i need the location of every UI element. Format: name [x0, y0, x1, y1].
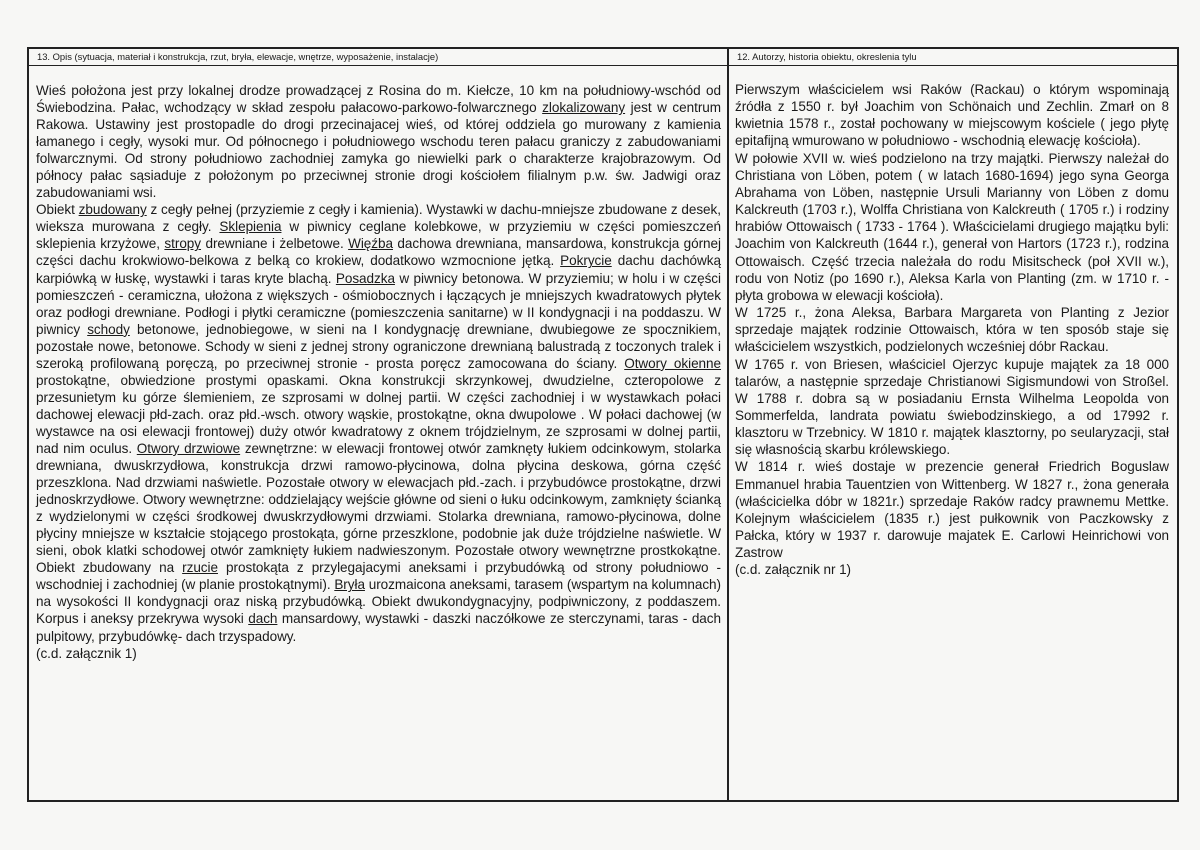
- description-header: 13. Opis (sytuacja, materiał i konstrukcja, rzut, bryła, elewacje, wnętrze, wyposażenie, instalacje): [29, 49, 727, 66]
- text-run: w piwnicy ceglane kolebkowe, w przyziemiu w części pomieszczeń sklepienia krzyżowe,: [36, 219, 722, 252]
- description-column: [29, 49, 729, 800]
- text-run: Obiekt: [36, 202, 79, 218]
- underlined-term: rzucie: [182, 560, 218, 576]
- text-run: mansardowy, wystawki - daszki naczółkowe ze sterczynami, taras - dach pulpitowy, przybudówkę- dach trzyspadowy.: [36, 611, 721, 644]
- underlined-term: schody: [87, 321, 130, 337]
- text-run: dachu dachówką karpiówką w łuskę, wystawki i taras kryte blachą.: [36, 253, 721, 286]
- location-paragraph: [36, 82, 721, 201]
- underlined-term: Sklepienia: [219, 219, 282, 235]
- underlined-term: Posadzka: [335, 270, 395, 286]
- history-column: [729, 49, 1177, 800]
- text-run: dachowa drewniana, mansardowa, konstrukcja górnej części dachu krokwiowo-belkowa z belką co krokiew, dodatkowo wzmocnione jętką.: [36, 236, 721, 269]
- underlined-term: stropy: [164, 236, 202, 252]
- text-run: Wieś położona jest przy lokalnej drodze prowadzącej z Rosina do m. Kiełcze, 10 km na południowy-wschód od Świebodzina. Pałac, wchodzący w skład zespołu pałacowo-parkowo-folwarcznego: [36, 83, 721, 116]
- history-paragraph: W 1725 r., żona Aleksa, Barbara Margareta von Planting z Jezior sprzedaje majątek rodzinie Ottowaisch, która w ten sposób staje się właścicielem wszystkich, podzielonych wcześniej dóbr Rackau.: [735, 305, 1169, 355]
- underlined-term: Więźba: [348, 236, 393, 252]
- text-run: drewniane i żelbetowe.: [201, 236, 349, 252]
- underlined-term: dach: [248, 611, 278, 627]
- history-header: 12. Autorzy, historia obiektu, okreslenia tylu: [729, 49, 1177, 66]
- underlined-term: zbudowany: [78, 202, 147, 218]
- history-paragraph: W połowie XVII w. wieś podzielono na trzy majątki. Pierwszy należał do Christiana von Löben, potem ( w latach 1680-1694) jego syna Georga Abrahama von Löben, następnie Ursuli Marianny von Löben z domu Kalckreuth (1703 r.), Wolffa Christiana von Kalckreuth ( 1705 r.) i rodziny hrabiów Ottowaisch ( 1733 - 1764 ). Właścicielami drugiego majątku byli: Joachim von Kalckreuth (1644 r.), generał von Hartors (1723 r.), rodzina Ottowaisch. Część trzecia należała do rodu Misitscheck (poł XVII w.), rodu von Notiz (po 1690 r.), Aleksa Karla von Planting (zm. w 1710 r. - płyta grobowa w elewacji kościoła).: [735, 150, 1169, 303]
- underlined-term: Pokrycie: [560, 253, 612, 269]
- description-body: [29, 66, 727, 662]
- text-run: w piwnicy betonowa. W przyziemiu; w holu i w części pomieszczeń - ceramiczna, ułożona z większych - ośmiobocznych i łączących je mniejszych kwadratowych płytek oraz podłogi drewniane. Podłogi i płytki ceramiczne (pomieszczenia sanitarne) w II kondygnacji i na poddaszu. W piwnicy: [36, 270, 721, 337]
- text-run: zewnętrzne: w elewacji frontowej otwór zamknęty łukiem odcinkowym, stolarka drewniana, dwuskrzydłowa, konstrukcja drzwi ramowo-płycinowa, dolna płycina deskowa, górna część przeszklona. Nad drzwiami naświetle. Pozostałe otwory w elewacjach płd.-zach. i przybudówce prostokątne, drzwi jednoskrzydłowe. Otwory wewnętrzne: oddzielający wejście główne od sieni o łuku odcinkowym, zamknięty ścianką z wydzielonymi w części środkowej dwuskrzydłowymi drzwiami. Stolarka drewniana, ramowo-płycinowa, dolne płyciny mniejsze w kształcie stojącego prostokąta, górne przeszklone, podobnie jak duże trójdzielne naświetle. W sieni, obok klatki schodowej otwór zamknięty łukiem nadwieszonym. Pozostałe otwory wewnętrzne prostkokątne. Obiekt zbudowany na: [36, 440, 722, 576]
- underlined-term: Otwory okienne: [624, 355, 722, 371]
- underlined-term: zlokalizowany: [542, 100, 626, 116]
- history-paragraph: W 1814 r. wieś dostaje w prezencie generał Friedrich Boguslaw Emmanuel hrabia Tauentzien von Wittenberg. W 1827 r., żona generała (właścicielka dóbr w 1821r.) sprzedaje Raków radcy prawnemu Mettke. Kolejnym właścicielem (1835 r.) jest pułkownik von Paczkowsky z Pałcka, który w 1937 r. darowuje majatek E. Carlowi Heinrichowi von Zastrow: [735, 459, 1169, 561]
- underlined-term: Bryła: [334, 577, 365, 593]
- history-body: [729, 66, 1177, 579]
- text-run: betonowe, jednobiegowe, w sieni na I kondygnację drewniane, dwubiegowe ze spocznikiem, pozostałe nowe, betonowe. Schody w sieni z jednej strony ograniczone drewnianą balustradą z toczonych tralek i szeroką profilowaną poręczą, po przeciwnej stronie - prosta poręcz zamocowana do ściany.: [36, 321, 721, 371]
- text-run: z cegły pełnej (przyziemie z cegły i kamienia). Wystawki w dachu-mniejsze zbudowane z desek, wieksza murowana z cegły.: [36, 202, 721, 235]
- text-run: urozmaicona aneksami, tarasem (wspartym na kolumnach) na wysokości II kondygnacji oraz niską przybudówką. Obiekt dwukondygnacyjny, podpiwniczony, z poddaszem. Korpus i aneksy przekrywa wysoki: [36, 577, 721, 627]
- history-paragraph: Pierwszym właścicielem wsi Raków (Rackau) o którym wspominają źródła z 1550 r. był Joachim von Schönaich und Zechlin. Zmarł on 8 kwietnia 1578 r., został pochowany w miejscowym kościele ( jego płytę epitafijną wmurowano w południowo - wschodnią elewację kościoła).: [735, 82, 1169, 149]
- construction-paragraph: [36, 201, 721, 644]
- text-run: jest w centrum Rakowa. Ustawiny jest prostopadle do drogi przecinajacej wieś, od której oddziela go murowany z kamienia łamanego i cegły, wysoki mur. Od północnego i południowego wschodu teren pałacu graniczy z zabudowaniami folwarcznymi. Od strony południowo zachodniej zamyka go niewielki park o charakterze krajobrazowym. Od północy pałac sąsiaduje z położonym po przeciwnej stronie drogi kościołem filialnym p.w. św. Jadwigi oraz zabudowaniami wsi.: [36, 100, 721, 201]
- text-run: prostokątne, obwiedzione prostymi opaskami. Okna konstrukcji skrzynkowej, dwudzielne, czteropolowe z przesunietym ku górze ślemieniem, ze szprosami w dolnej partii. W części zachodniej i w wystawkach połaci dachowej elewacji płd-zach. oraz płd.-wsch. otwory wąskie, prostokątne, okna dwupolowe . W połaci dachowej (w wystawce na osi elewacji frontowej) duży otwór kwadratowy z oknem trójdzielnym, ze szprosami w dolnej partii, nad nim oculus.: [36, 372, 721, 456]
- record-card-sheet: [27, 47, 1179, 802]
- continuation-note: (c.d. załącznik 1): [36, 645, 137, 661]
- underlined-term: Otwory drzwiowe: [136, 440, 241, 456]
- continuation-note: (c.d. załącznik nr 1): [735, 562, 851, 578]
- history-paragraph: W 1765 r. von Briesen, właściciel Ojerzyc kupuje majątek za 18 000 talarów, a następnie sprzedaje Christianowi Sigismundowi von Stroßel. W 1788 r. dobra są w posiadaniu Ernsta Wilhelma Leopolda von Sommerfelda, landrata powiatu świebodzinskiego, a od 17992 r. klasztoru w Trzebnicy. W 1810 r. majątek klasztorny, po seularyzacji, stał się własnością skarbu królewskiego.: [735, 356, 1169, 458]
- text-run: prostokąta z przylegajacymi aneksami i przybudówką od strony południowo - wschodniej i zachodniej (w planie prostokątnymi).: [36, 560, 721, 593]
